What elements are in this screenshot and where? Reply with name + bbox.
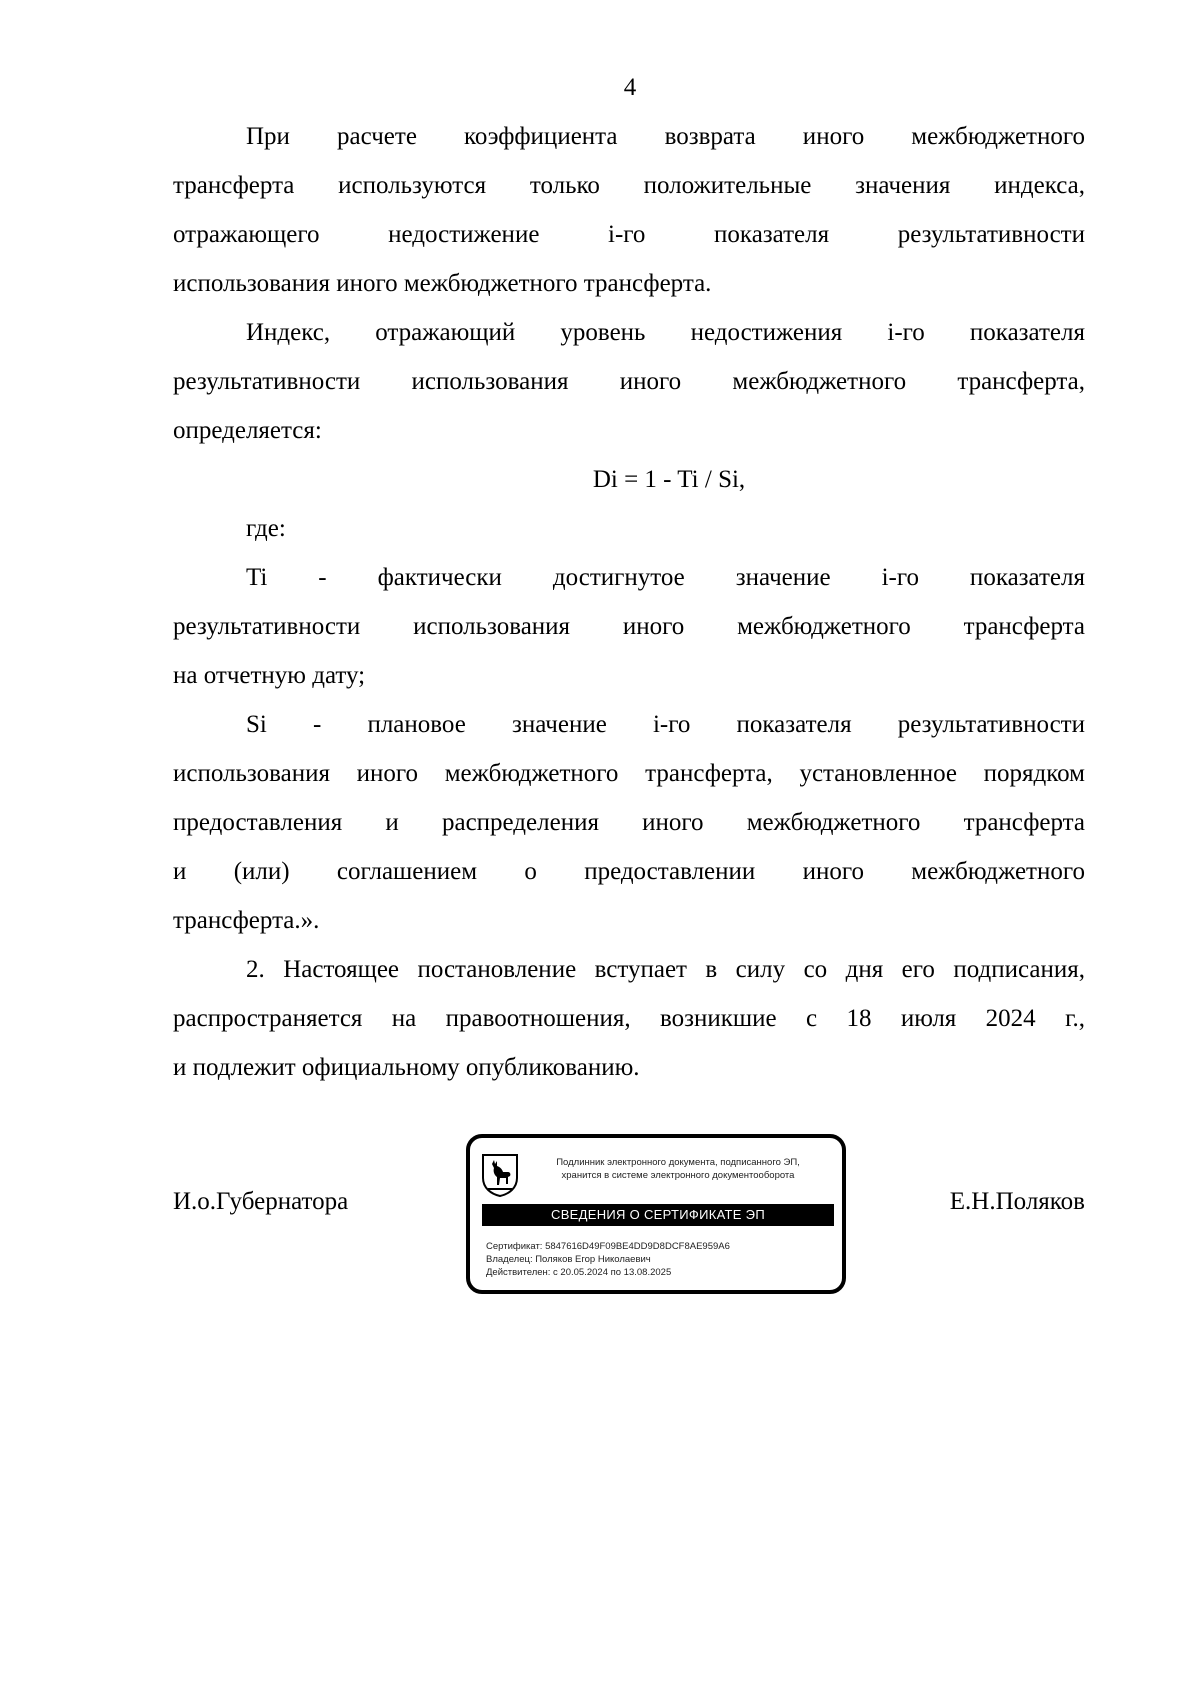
stamp-header-line-1: Подлинник электронного документа, подписанного ЭП, bbox=[556, 1157, 800, 1168]
paragraph-1-line-2: трансферта используются только положительные значения индекса, bbox=[173, 172, 1085, 199]
paragraph-4-line-1: Si - плановое значение i-го показателя результативности bbox=[246, 711, 1085, 738]
paragraph-5-line-2: распространяется на правоотношения, возникшие с 18 июля 2024 г., bbox=[173, 1005, 1085, 1032]
paragraph-5-line-3: и подлежит официальному опубликованию. bbox=[173, 1054, 640, 1081]
coat-of-arms-icon bbox=[480, 1152, 520, 1198]
paragraph-1-line-1: При расчете коэффициента возврата иного межбюджетного bbox=[246, 123, 1085, 150]
formula: Di = 1 - Ti / Si, bbox=[592, 466, 746, 493]
document-body bbox=[173, 112, 1085, 1092]
stamp-header-line-2: хранится в системе электронного документооборота bbox=[561, 1170, 795, 1181]
paragraph-1-line-3: отражающего недостижение i-го показателя результативности bbox=[173, 221, 1085, 248]
certificate-validity: Действителен: с 20.05.2024 по 13.08.2025 bbox=[486, 1267, 672, 1278]
stamp-header bbox=[528, 1156, 828, 1182]
signatory-role: И.о.Губернатора bbox=[173, 1188, 349, 1215]
paragraph-2-line-3: определяется: bbox=[173, 417, 322, 444]
paragraph-3-line-1: Ti - фактически достигнутое значение i-го показателя bbox=[246, 564, 1085, 591]
paragraph-3-line-2: результативности использования иного межбюджетного трансферта bbox=[173, 613, 1085, 640]
where-label: где: bbox=[246, 515, 286, 542]
paragraph-4-line-4: и (или) соглашением о предоставлении иного межбюджетного bbox=[173, 858, 1085, 885]
paragraph-4-line-2: использования иного межбюджетного трансферта, установленное порядком bbox=[173, 760, 1085, 787]
paragraph-5-line-1: 2. Настоящее постановление вступает в силу со дня его подписания, bbox=[246, 956, 1085, 983]
paragraph-2-line-1: Индекс, отражающий уровень недостижения i-го показателя bbox=[246, 319, 1085, 346]
certificate-owner: Владелец: Поляков Егор Николаевич bbox=[486, 1254, 651, 1265]
stamp-title-bar: СВЕДЕНИЯ О СЕРТИФИКАТЕ ЭП bbox=[482, 1204, 834, 1226]
signatory-name: Е.Н.Поляков bbox=[949, 1188, 1085, 1215]
electronic-signature-stamp bbox=[466, 1134, 846, 1294]
stamp-details bbox=[486, 1240, 836, 1279]
page-number: 4 bbox=[623, 74, 637, 101]
certificate-number: Сертификат: 5847616D49F09BE4DD9D8DCF8AE959A6 bbox=[486, 1241, 730, 1252]
paragraph-1-line-4: использования иного межбюджетного трансферта. bbox=[173, 270, 712, 297]
paragraph-2-line-2: результативности использования иного межбюджетного трансферта, bbox=[173, 368, 1085, 395]
paragraph-4-line-3: предоставления и распределения иного межбюджетного трансферта bbox=[173, 809, 1085, 836]
paragraph-4-line-5: трансферта.». bbox=[173, 907, 320, 934]
paragraph-3-line-3: на отчетную дату; bbox=[173, 662, 366, 689]
